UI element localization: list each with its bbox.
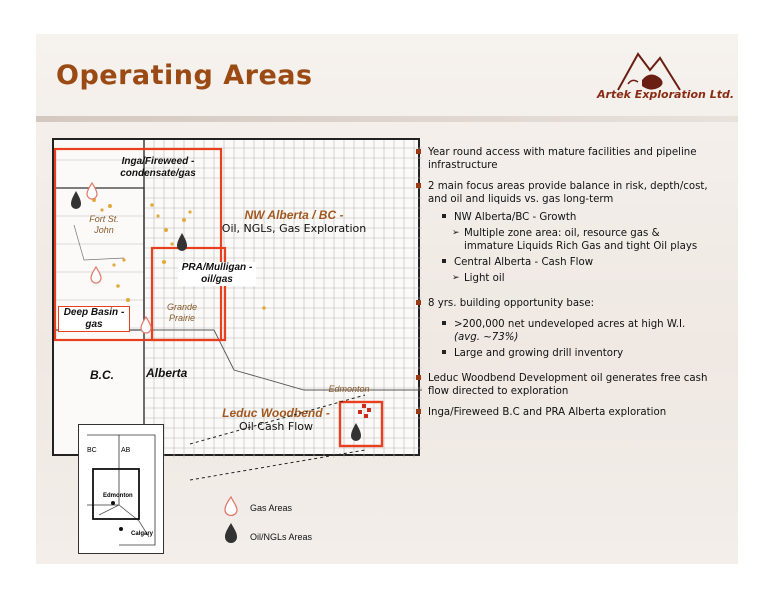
bullet-item: Leduc Woodbend Development oil generates free cash flow directed to exploration bbox=[416, 372, 712, 398]
pra-mulligan-label: PRA/Mulligan - oil/gas bbox=[178, 262, 256, 286]
bullet-item: 8 yrs. building opportunity base: bbox=[416, 297, 712, 310]
deep-basin-label: Deep Basin - gas bbox=[58, 306, 130, 332]
sub-sub-bullet-item: ➢ Light oil bbox=[416, 272, 712, 285]
page-title: Operating Areas bbox=[56, 60, 313, 91]
inset-edmonton-label: Edmonton bbox=[103, 493, 133, 499]
oil-area-icon bbox=[70, 190, 82, 210]
acres-text: >200,000 net undeveloped acres at high W.I. bbox=[454, 319, 686, 330]
bullet-item: Year round access with mature facilities and pipeline infrastructure bbox=[416, 146, 712, 172]
town-grande-prairie: Grande Prairie bbox=[166, 302, 198, 323]
nw-alberta-label bbox=[214, 208, 374, 236]
leduc-name: Leduc Woodbend - bbox=[222, 406, 330, 420]
legend-gas-icon bbox=[224, 496, 238, 516]
gas-area-icon bbox=[140, 316, 152, 334]
nw-alberta-desc: Oil, NGLs, Gas Exploration bbox=[221, 222, 367, 235]
province-alberta: Alberta bbox=[146, 366, 188, 380]
sub-bullet-item: NW Alberta/BC - Growth bbox=[416, 211, 712, 224]
acres-note: (avg. ~73%) bbox=[454, 332, 519, 343]
inset-connector-lines bbox=[130, 390, 370, 510]
town-edmonton: Edmonton bbox=[328, 384, 370, 394]
inset-ab-label: AB bbox=[121, 447, 131, 454]
town-fort-st-john: Fort St. John bbox=[89, 214, 119, 235]
oil-area-icon bbox=[176, 232, 188, 252]
legend-gas-label: Gas Areas bbox=[250, 503, 293, 513]
bullet-item: 2 main focus areas provide balance in risk, depth/cost, and oil and liquids vs. gas long-term bbox=[416, 180, 712, 206]
nw-alberta-name: NW Alberta / BC - bbox=[244, 208, 344, 222]
company-name: Artek Exploration Ltd. bbox=[597, 88, 735, 101]
header-divider bbox=[36, 116, 738, 122]
sub-bullet-item: Large and growing drill inventory bbox=[416, 347, 712, 360]
bullet-list bbox=[416, 146, 712, 427]
bullet-item: Inga/Fireweed B.C and PRA Alberta exploration bbox=[416, 406, 712, 419]
inset-map bbox=[78, 424, 164, 554]
sub-sub-bullet-item: ➢ Multiple zone area: oil, resource gas & immature Liquids Rich Gas and tight Oil plays bbox=[416, 227, 712, 253]
sub-bullet-item bbox=[416, 318, 712, 344]
inga-fireweed-label: Inga/Fireweed - condensate/gas bbox=[120, 156, 196, 179]
legend-oil-icon bbox=[224, 522, 238, 544]
legend-oil-label: Oil/NGLs Areas bbox=[250, 532, 313, 542]
sub-bullet-item: Central Alberta - Cash Flow bbox=[416, 256, 712, 269]
inset-calgary-label: Calgary bbox=[131, 531, 154, 537]
gas-area-icon bbox=[90, 266, 102, 284]
inset-bc-label: BC bbox=[87, 447, 97, 454]
leduc-desc: Oil Cash Flow bbox=[239, 420, 313, 433]
province-bc: B.C. bbox=[90, 368, 114, 382]
gas-area-icon bbox=[86, 182, 98, 200]
